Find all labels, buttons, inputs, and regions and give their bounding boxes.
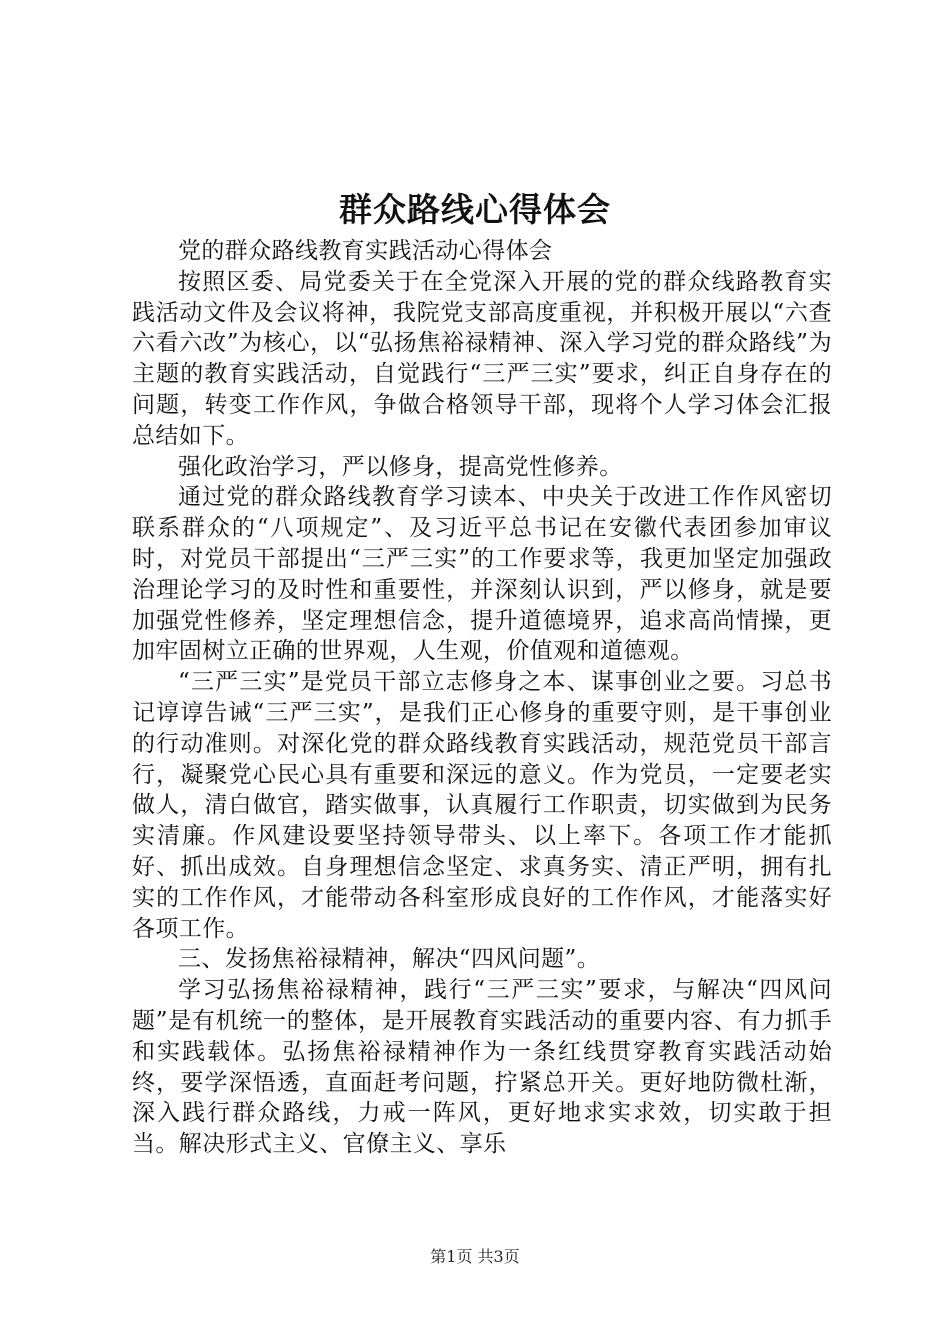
- paragraph-three-strict: “三严三实”是党员干部立志修身之本、谋事创业之要。习总书记谆谆告诫“三严三实”，是我们正心修身的重要守则，是干事创业的行动准则。对深化党的群众路线教育实践活动，规范党员干部言行，凝聚党心民心具有重要和深远的意义。作为党员，一定要老实做人，清白做官，踏实做事，认真履行工作职责，切实做到为民务实清廉。作风建设要坚持领导带头、以上率下。各项工作才能抓好、抓出成效。自身理想信念坚定、求真务实、清正严明，拥有扎实的工作作风，才能带动各科室形成良好的工作作风，才能落实好各项工作。: [132, 669, 832, 942]
- paragraph-subtitle: 党的群众路线教育实践活动心得体会: [178, 238, 553, 264]
- page-indicator: 第1页 共3页: [430, 1247, 520, 1266]
- paragraph-intro: 按照区委、局党委关于在全党深入开展的党的群众线路教育实践活动文件及会议将神，我院党支部高度重视，并积极开展以“六查六看六改”为核心，以“弘扬焦裕禄精神、深入学习党的群众路线”为主题的教育实践活动，自觉践行“三严三实”要求，纠正自身存在的问题，转变工作作风，争做合格领导干部，现将个人学习体会汇报总结如下。: [132, 268, 832, 449]
- paragraph-jiao-yulu: 学习弘扬焦裕禄精神，践行“三严三实”要求，与解决“四风问题”是有机统一的整体，是开展教育实践活动的重要内容、有力抓手和实践载体。弘扬焦裕禄精神作为一条红线贯穿教育实践活动始终，要学深悟透，直面赶考问题，拧紧总开关。更好地防微杜渐，深入践行群众路线，力戒一阵风，更好地求实求效，切实敢于担当。解决形式主义、官僚主义、享乐: [132, 977, 832, 1158]
- document-body: [132, 236, 832, 1160]
- paragraph-heading-political-study: 强化政治学习，严以修身，提高党性修养。: [178, 453, 623, 480]
- paragraph-heading-jiao-yulu: 三、发扬焦裕禄精神，解决“四风问题”。: [178, 946, 601, 973]
- paragraph-political-study: 通过党的群众路线教育学习读本、中央关于改进工作作风密切联系群众的“八项规定”、及习近平总书记在安徽代表团参加审议时，对党员干部提出“三严三实”的工作要求等，我更加坚定加强政治理论学习的及时性和重要性，并深刻认识到，严以修身，就是要加强党性修养，坚定理想信念，提升道德境界，追求高尚情操，更加牢固树立正确的世界观，人生观，价值观和道德观。: [132, 484, 832, 665]
- page-title: 群众路线心得体会: [339, 190, 611, 229]
